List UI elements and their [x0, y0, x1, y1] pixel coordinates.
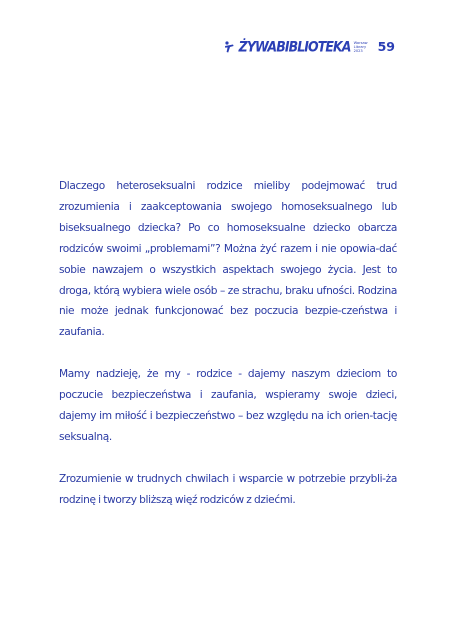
logo-wordmark: ŻYWABIBLIOTEKA: [238, 37, 351, 56]
paragraph: Mamy nadzieję, że my - rodzice - dajemy naszym dzieciom to poczucie bezpieczeństwa i zaufania, wspieramy swoje dzieci, dajemy im miłość i bezpieczeństwo – bez względu na ich orien-tację seksualną.: [59, 368, 397, 443]
page-number: 59: [377, 39, 395, 55]
body-text: [59, 176, 397, 531]
logo-subtitle-line: Library: [353, 45, 367, 50]
paragraph: Dlaczego heteroseksualni rodzice mieliby podejmować trud zrozumienia i zaakceptowania swojego homoseksualnego lub biseksualnego dziecka? Po co homoseksualne dziecko obarcza rodziców swoimi „problemami”? Można żyć razem i nie opowia-dać sobie nawzajem o wszystkich aspektach swojego życia. Jest to droga, którą wybiera wiele osób – ze strachu, braku ufności. Rodzina nie może jednak funkcjonować bez poczucia bezpie-czeństwa i zaufania.: [59, 180, 397, 339]
logo-subtitle-line: Warsaw: [353, 41, 368, 45]
logo-subtitle: [354, 41, 368, 54]
figure-icon: [224, 41, 235, 53]
page-header: [224, 37, 395, 56]
library-logo: [224, 37, 368, 56]
paragraph: Zrozumienie w trudnych chwilach i wsparcie w potrzebie przybli-ża rodzinę i tworzy bliższą więź rodziców z dziećmi.: [59, 472, 397, 506]
logo-subtitle-line: 2023: [353, 49, 363, 54]
